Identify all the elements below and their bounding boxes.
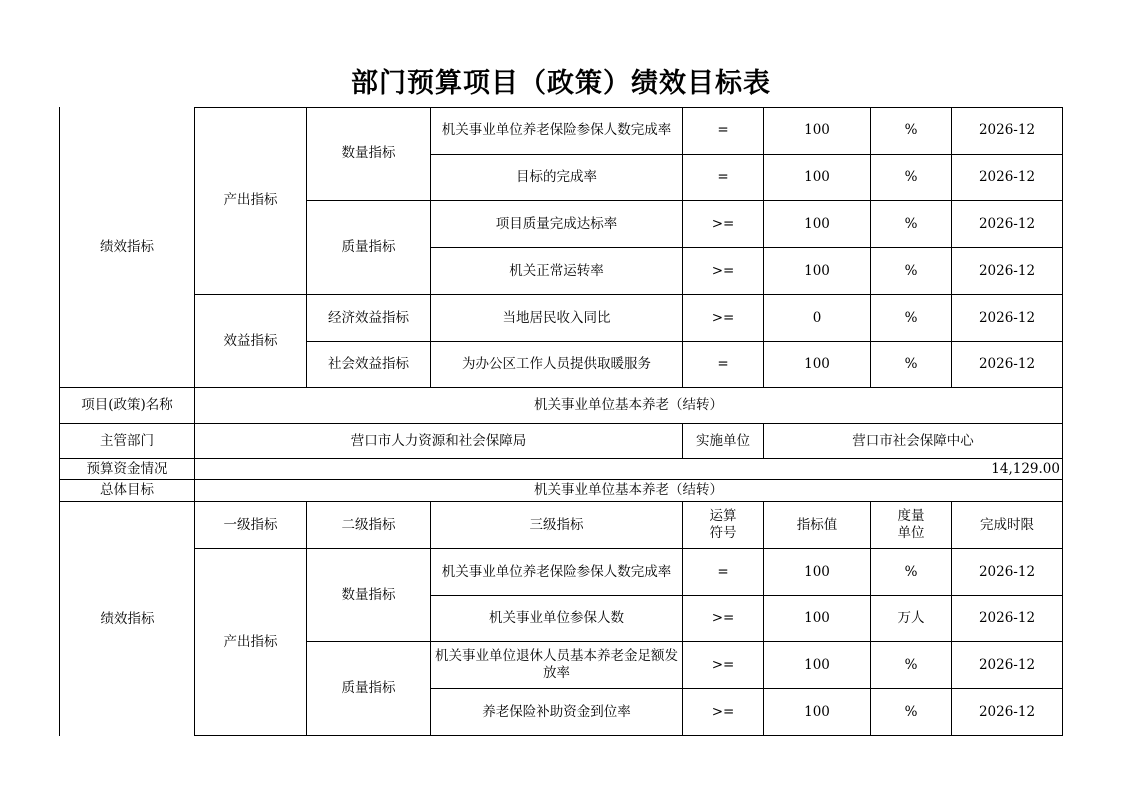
budget-fund-label: 预算资金情况	[60, 459, 195, 480]
indicator-name: 为办公区工作人员提供取暖服务	[431, 342, 683, 388]
project-name-value: 机关事业单位基本养老（结转）	[195, 388, 1063, 424]
indicator-name: 目标的完成率	[431, 155, 683, 201]
indicator-name: 当地居民收入同比	[431, 295, 683, 342]
operator: >=	[683, 642, 764, 689]
unit: %	[871, 295, 952, 342]
unit: %	[871, 248, 952, 295]
header-level1: 一级指标	[195, 502, 307, 549]
unit: 万人	[871, 596, 952, 642]
social-indicator-label: 社会效益指标	[307, 342, 431, 388]
indicator-value: 100	[764, 596, 871, 642]
header-unit: 度量 单位	[871, 502, 952, 549]
unit: %	[871, 689, 952, 736]
project-name-label: 项目(政策)名称	[60, 388, 195, 424]
quantity-indicator-label: 数量指标	[307, 107, 431, 201]
header-level3: 三级指标	[431, 502, 683, 549]
implementing-unit-label: 实施单位	[683, 424, 764, 459]
department-value: 营口市人力资源和社会保障局	[195, 424, 683, 459]
indicator-value: 100	[764, 107, 871, 155]
header-deadline: 完成时限	[952, 502, 1063, 549]
page-title: 部门预算项目（政策）绩效目标表	[351, 68, 771, 99]
unit: %	[871, 342, 952, 388]
operator: >=	[683, 689, 764, 736]
indicator-name: 机关事业单位参保人数	[431, 596, 683, 642]
deadline: 2026-12	[952, 248, 1063, 295]
indicator-value: 100	[764, 689, 871, 736]
economic-indicator-label: 经济效益指标	[307, 295, 431, 342]
unit: %	[871, 201, 952, 248]
deadline: 2026-12	[952, 596, 1063, 642]
deadline: 2026-12	[952, 342, 1063, 388]
quantity-indicator-label-2: 数量指标	[307, 549, 431, 642]
indicator-name: 项目质量完成达标率	[431, 201, 683, 248]
budget-fund-value: 14,129.00	[195, 459, 1063, 480]
deadline: 2026-12	[952, 642, 1063, 689]
unit: %	[871, 642, 952, 689]
indicator-value: 100	[764, 248, 871, 295]
operator: =	[683, 342, 764, 388]
overall-goal-label: 总体目标	[60, 480, 195, 502]
quality-indicator-label-2: 质量指标	[307, 642, 431, 736]
unit: %	[871, 549, 952, 596]
deadline: 2026-12	[952, 295, 1063, 342]
indicator-name: 养老保险补助资金到位率	[431, 689, 683, 736]
benefit-indicator-label: 效益指标	[195, 295, 307, 388]
indicator-value: 100	[764, 155, 871, 201]
perf-indicator-label: 绩效指标	[60, 107, 195, 388]
perf-indicator-label-2: 绩效指标	[100, 610, 155, 627]
output-indicator-label: 产出指标	[195, 107, 307, 295]
deadline: 2026-12	[952, 107, 1063, 155]
header-level2: 二级指标	[307, 502, 431, 549]
operator: >=	[683, 201, 764, 248]
department-label: 主管部门	[60, 424, 195, 459]
deadline: 2026-12	[952, 689, 1063, 736]
unit: %	[871, 155, 952, 201]
operator: =	[683, 155, 764, 201]
header-operator: 运算 符号	[683, 502, 764, 549]
indicator-value: 0	[764, 295, 871, 342]
indicator-value: 100	[764, 642, 871, 689]
deadline: 2026-12	[952, 549, 1063, 596]
deadline: 2026-12	[952, 155, 1063, 201]
unit: %	[871, 107, 952, 155]
overall-goal-value: 机关事业单位基本养老（结转）	[195, 480, 1063, 502]
indicator-value: 100	[764, 342, 871, 388]
operator: >=	[683, 596, 764, 642]
operator: >=	[683, 248, 764, 295]
header-value: 指标值	[764, 502, 871, 549]
indicator-value: 100	[764, 549, 871, 596]
operator: =	[683, 107, 764, 155]
indicator-name: 机关事业单位退休人员基本养老金足额发放率	[431, 642, 683, 689]
output-indicator-label-2: 产出指标	[195, 549, 307, 736]
implementing-unit-value: 营口市社会保障中心	[764, 424, 1063, 459]
deadline: 2026-12	[952, 201, 1063, 248]
operator: =	[683, 549, 764, 596]
indicator-name: 机关事业单位养老保险参保人数完成率	[431, 549, 683, 596]
operator: >=	[683, 295, 764, 342]
quality-indicator-label: 质量指标	[307, 201, 431, 295]
indicator-value: 100	[764, 201, 871, 248]
indicator-name: 机关正常运转率	[431, 248, 683, 295]
indicator-name: 机关事业单位养老保险参保人数完成率	[431, 107, 683, 155]
